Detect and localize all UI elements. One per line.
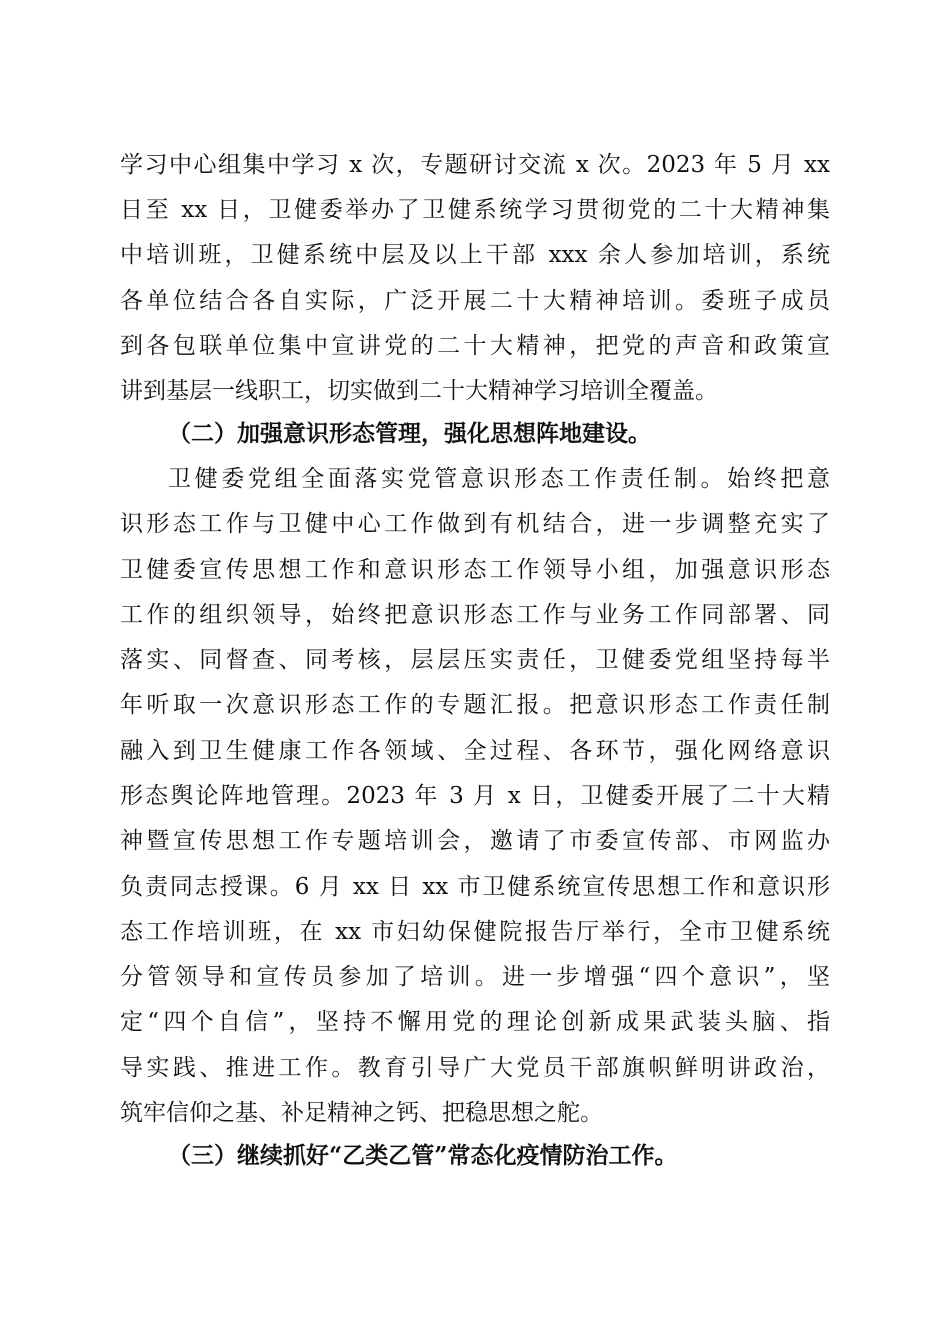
paragraph-line: 负责同志授课。6 月 xx 日 xx 市卫健系统宣传思想工作和意识形 — [120, 874, 830, 900]
paragraph-line: 年听取一次意识形态工作的专题汇报。把意识形态工作责任制 — [120, 692, 830, 718]
paragraph-line: 日至 xx 日，卫健委举办了卫健系统学习贯彻党的二十大精神集 — [120, 197, 830, 223]
paragraph-line: 定“四个自信”，坚持不懈用党的理论创新成果武装头脑、指 — [120, 1009, 830, 1035]
paragraph-line: 各单位结合各自实际，广泛开展二十大精神培训。委班子成员 — [120, 288, 830, 314]
paragraph-line: 融入到卫生健康工作各领域、全过程、各环节，强化网络意识 — [120, 738, 830, 764]
paragraph-line: 导实践、推进工作。教育引导广大党员干部旗帜鲜明讲政治， — [120, 1055, 830, 1081]
paragraph-line: 识形态工作与卫健中心工作做到有机结合，进一步调整充实了 — [120, 511, 830, 537]
paragraph-line: 卫健委宣传思想工作和意识形态工作领导小组，加强意识形态 — [120, 557, 830, 583]
paragraph-line: 筑牢信仰之基、补足精神之钙、把稳思想之舵。 — [120, 1100, 603, 1126]
paragraph-line: 学习中心组集中学习 x 次，专题研讨交流 x 次。2023 年 5 月 xx — [120, 152, 830, 178]
paragraph-line: 到各包联单位集中宣讲党的二十大精神，把党的声音和政策宣 — [120, 333, 830, 359]
paragraph-line: 态工作培训班，在 xx 市妇幼保健院报告厅举行，全市卫健系统 — [120, 919, 830, 945]
section-heading: （二）加强意识形态管理，强化思想阵地建设。 — [168, 420, 651, 447]
paragraph-line: 分管领导和宣传员参加了培训。进一步增强“四个意识”，坚 — [120, 964, 830, 990]
section-heading: （三）继续抓好“乙类乙管”常态化疫情防治工作。 — [168, 1142, 678, 1169]
paragraph-line: 讲到基层一线职工，切实做到二十大精神学习培训全覆盖。 — [120, 378, 718, 404]
paragraph-line: 中培训班，卫健系统中层及以上干部 xxx 余人参加培训，系统 — [120, 242, 830, 268]
paragraph-line: 工作的组织领导，始终把意识形态工作与业务工作同部署、同 — [120, 602, 830, 628]
paragraph-line: 形态舆论阵地管理。2023 年 3 月 x 日，卫健委开展了二十大精 — [120, 783, 830, 809]
paragraph-line: 卫健委党组全面落实党管意识形态工作责任制。始终把意 — [168, 466, 830, 492]
paragraph-line: 落实、同督查、同考核，层层压实责任，卫健委党组坚持每半 — [120, 647, 830, 673]
paragraph-line: 神暨宣传思想工作专题培训会，邀请了市委宣传部、市网监办 — [120, 828, 830, 854]
